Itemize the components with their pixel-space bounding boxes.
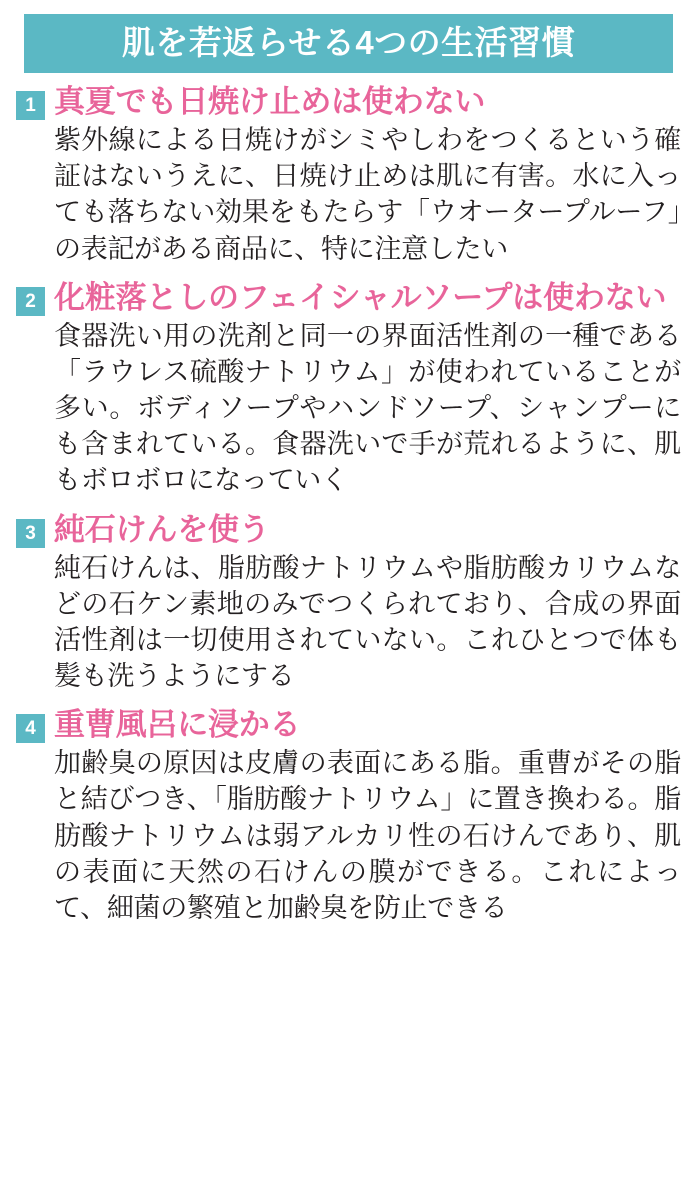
list-item-body: 紫外線による日焼けがシミやしわをつくるという確証はないうえに、日焼け止めは肌に有害。水に入っても落ちない効果をもたらす「ウオータープルーフ」の表記がある商品に、特に注意したい [54,125,681,264]
list-item-header [16,281,681,316]
list-item [16,513,681,695]
list-item-title: 重曹風呂に浸かる [54,707,301,743]
list-item [16,281,681,499]
list-item-number-badge: 2 [16,287,45,316]
list-item-title: 純石けんを使う [54,511,270,547]
list-item-title: 真夏でも日焼け止めは使わない [54,84,486,119]
list-item-body: 純石けんは、脂肪酸ナトリウムや脂肪酸カリウムなどの石ケン素地のみでつくられており、合成の界面活性剤は一切使用されていない。これひとつで体も髪も洗うようにする [54,552,681,692]
list-item-body: 加齢臭の原因は皮膚の表面にある脂。重曹がその脂と結びつき、「脂肪酸ナトリウム」に置き換わる。脂肪酸ナトリウムは弱アルカリ性の石けんであり、肌の表面に天然の石けんの膜ができる。これによって、細菌の繁殖と加齢臭を防止できる [54,748,681,923]
page-title: 肌を若返らせる4つの生活習慣 [24,14,673,73]
list-item-number-badge: 1 [16,91,45,120]
list-item-header [16,708,681,743]
list-item-number-badge: 3 [16,519,45,548]
list-item [16,85,681,267]
list-item [16,708,681,926]
list-item-title: 化粧落としのフェイシャルソープは使わない [54,279,667,315]
list-item-header [16,85,681,120]
list-item-header [16,513,681,548]
list-item-number-badge: 4 [16,714,45,743]
list-item-body: 食器洗い用の洗剤と同一の界面活性剤の一種である「ラウレス硫酸ナトリウム」が使われていることが多い。ボディソープやハンドソープ、シャンプーにも含まれている。食器洗いで手が荒れるように、肌もボロボロになっていく [54,320,681,496]
